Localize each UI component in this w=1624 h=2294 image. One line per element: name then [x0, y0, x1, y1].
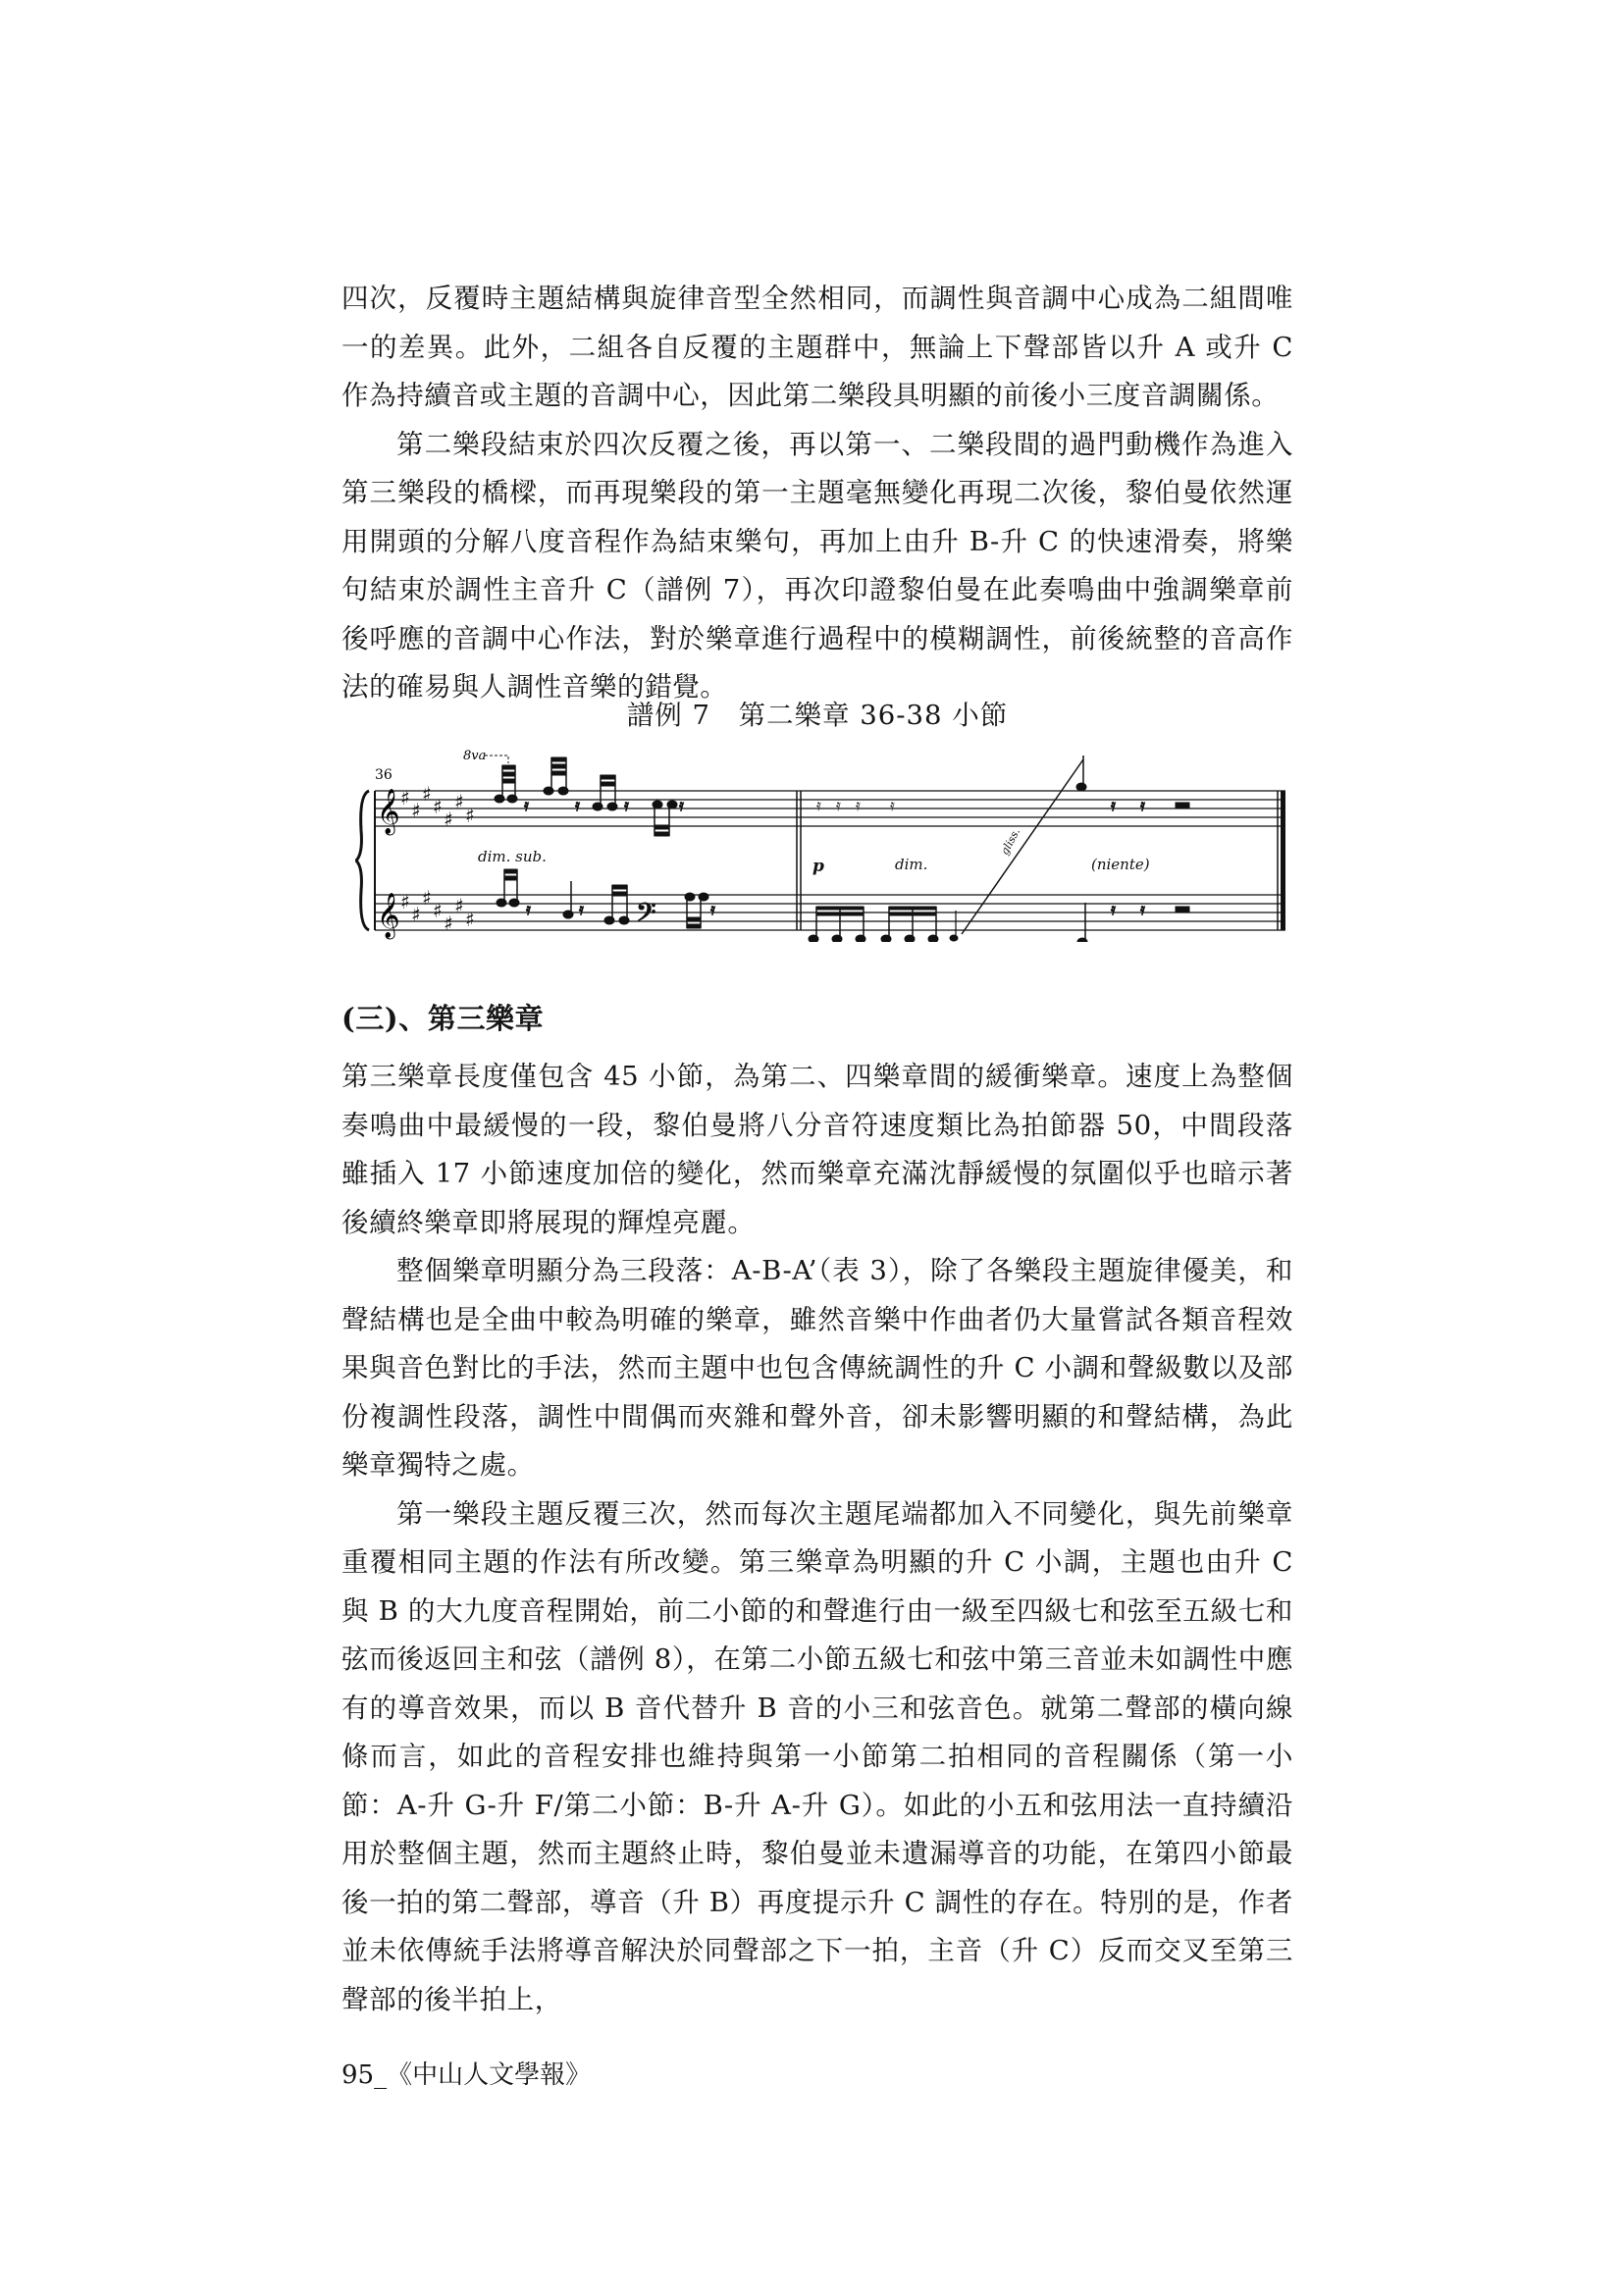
svg-text:𝄿: 𝄿: [1140, 796, 1145, 814]
marking-dim: dim.: [895, 856, 928, 873]
svg-text:𝄿: 𝄿: [816, 796, 821, 814]
svg-text:𝄿: 𝄿: [1111, 900, 1116, 918]
svg-text:♯: ♯: [422, 886, 432, 910]
key-signature-sharps: [400, 782, 475, 935]
marking-gliss: gliss.: [998, 825, 1023, 858]
svg-text:𝄿: 𝄿: [575, 796, 580, 814]
svg-text:♯: ♯: [411, 903, 421, 926]
body-text-top: [341, 275, 1293, 712]
svg-text:𝄿: 𝄿: [710, 900, 715, 918]
svg-text:♯: ♯: [411, 799, 421, 822]
svg-text:𝄿: 𝄿: [624, 796, 629, 814]
ottava-mark: 8va: [463, 749, 487, 763]
marking-niente: (niente): [1091, 856, 1150, 873]
music-score-figure: [355, 746, 1289, 942]
lower-notes: [497, 869, 715, 934]
svg-text:𝄿: 𝄿: [1111, 796, 1116, 814]
svg-text:♯: ♯: [444, 808, 453, 831]
svg-text:𝄿: 𝄿: [856, 796, 861, 814]
svg-text:♯: ♯: [422, 782, 432, 806]
upper-notes: [495, 757, 684, 836]
system-brace: [356, 791, 369, 930]
svg-text:𝄿: 𝄿: [890, 796, 895, 814]
svg-text:♯: ♯: [465, 804, 475, 827]
body-text-bottom: [341, 1053, 1293, 2024]
svg-text:𝄿: 𝄿: [579, 900, 584, 918]
marking-dim-sub: dim. sub.: [478, 848, 547, 865]
svg-text:𝄿: 𝄿: [1140, 900, 1145, 918]
svg-text:𝄿: 𝄿: [836, 796, 841, 814]
paragraph: 四次，反覆時主題結構與旋律音型全然相同，而調性與音調中心成為二組間唯一的差異。此外，二組各自反覆的主題群中，無論上下聲部皆以升 A 或升 C 作為持續音或主題的音調中心，因此第二樂段具明顯的前後小三度音調關係。: [341, 283, 1293, 411]
measure-number: 36: [375, 767, 393, 783]
glissando-line: [962, 759, 1083, 934]
svg-text:♯: ♯: [433, 899, 443, 922]
section-heading: (三)、第三樂章: [341, 1002, 545, 1035]
svg-text:𝄢: 𝄢: [636, 897, 656, 934]
treble-clef-icon: 𝄞: [377, 893, 400, 938]
page-footer: 95_《中山人文學報》: [341, 2060, 592, 2090]
treble-clef-icon: 𝄞: [377, 789, 400, 834]
paragraph: 第三樂章長度僅包含 45 小節，為第二、四樂章間的緩衝樂章。速度上為整個奏鳴曲中最緩慢的一段，黎伯曼將八分音符速度類比為拍節器 50，中間段落雖插入 17 小節速度加倍的變化，然而樂章充滿沈靜緩慢的氛圍似乎也暗示著後續終樂章即將展現的輝煌亮麗。: [341, 1061, 1293, 1238]
svg-text:♯: ♯: [400, 786, 410, 809]
svg-text:♯: ♯: [465, 908, 475, 931]
paragraph: 第一樂段主題反覆三次，然而每次主題尾端都加入不同變化，與先前樂章重覆相同主題的作法有所改變。第三樂章為明顯的升 C 小調，主題也由升 C 與 B 的大九度音程開始，前二小節的和聲進行由一級至四級七和弦至五級七和弦而後返回主和弦（譜例 8），在第二小節五級七和弦中第三音並未如調性中應有的導音效果，而以 B 音代替升 B 音的小三和弦音色。就第二聲部的橫向線條而言，如此的音程安排也維持與第一小節第二拍相同的音程關係（第一小節：A-升 G-升 F/第二小節：B-升 A-升 G）。如此的小五和弦用法一直持續沿用於整個主題，然而主題終止時，黎伯曼並未遺漏導音的功能，在第四小節最後一拍的第二聲部，導音（升 B）再度提示升 C 調性的存在。特別的是，作者並未依傳統手法將導音解決於同聲部之下一拍，主音（升 C）反而交叉至第三聲部的後半拍上，: [341, 1497, 1293, 2015]
paragraph: 整個樂章明顯分為三段落：A-B-A’（表 3），除了各樂段主題旋律優美，和聲結構也是全曲中較為明確的樂章，雖然音樂中作曲者仍大量嘗試各類音程效果與音色對比的手法，然而主題中也包含傳統調性的升 C 小調和聲級數以及部份複調性段落，調性中間偶而夾雜和聲外音，卻未影響明顯的和聲結構，為此樂章獨特之處。: [341, 1255, 1293, 1481]
svg-text:♯: ♯: [444, 912, 453, 935]
paragraph: 第二樂段結束於四次反覆之後，再以第一、二樂段間的過門動機作為進入第三樂段的橋樑，而再現樂段的第一主題毫無變化再現二次後，黎伯曼依然運用開頭的分解八度音程作為結束樂句，再加上由升 B-升 C 的快速滑奏，將樂句結束於調性主音升 C（譜例 7），再次印證黎伯曼在此奏鳴曲中強調樂章前後呼應的音調中心作法，對於樂章進行過程中的模糊調性，前後統整的音高作法的確易與人調性音樂的錯覺。: [341, 428, 1293, 703]
notes-m38: [1076, 756, 1189, 942]
figure-caption: 譜例 7 第二樂章 36-38 小節: [626, 700, 1009, 731]
svg-text:𝄿: 𝄿: [679, 796, 684, 814]
svg-text:𝄿: 𝄿: [526, 900, 531, 918]
svg-text:♯: ♯: [454, 894, 464, 917]
svg-text:♯: ♯: [433, 795, 443, 818]
svg-text:♯: ♯: [400, 890, 410, 913]
svg-text:𝄿: 𝄿: [524, 796, 529, 814]
marking-piano: p: [812, 857, 824, 876]
svg-text:♯: ♯: [454, 790, 464, 813]
